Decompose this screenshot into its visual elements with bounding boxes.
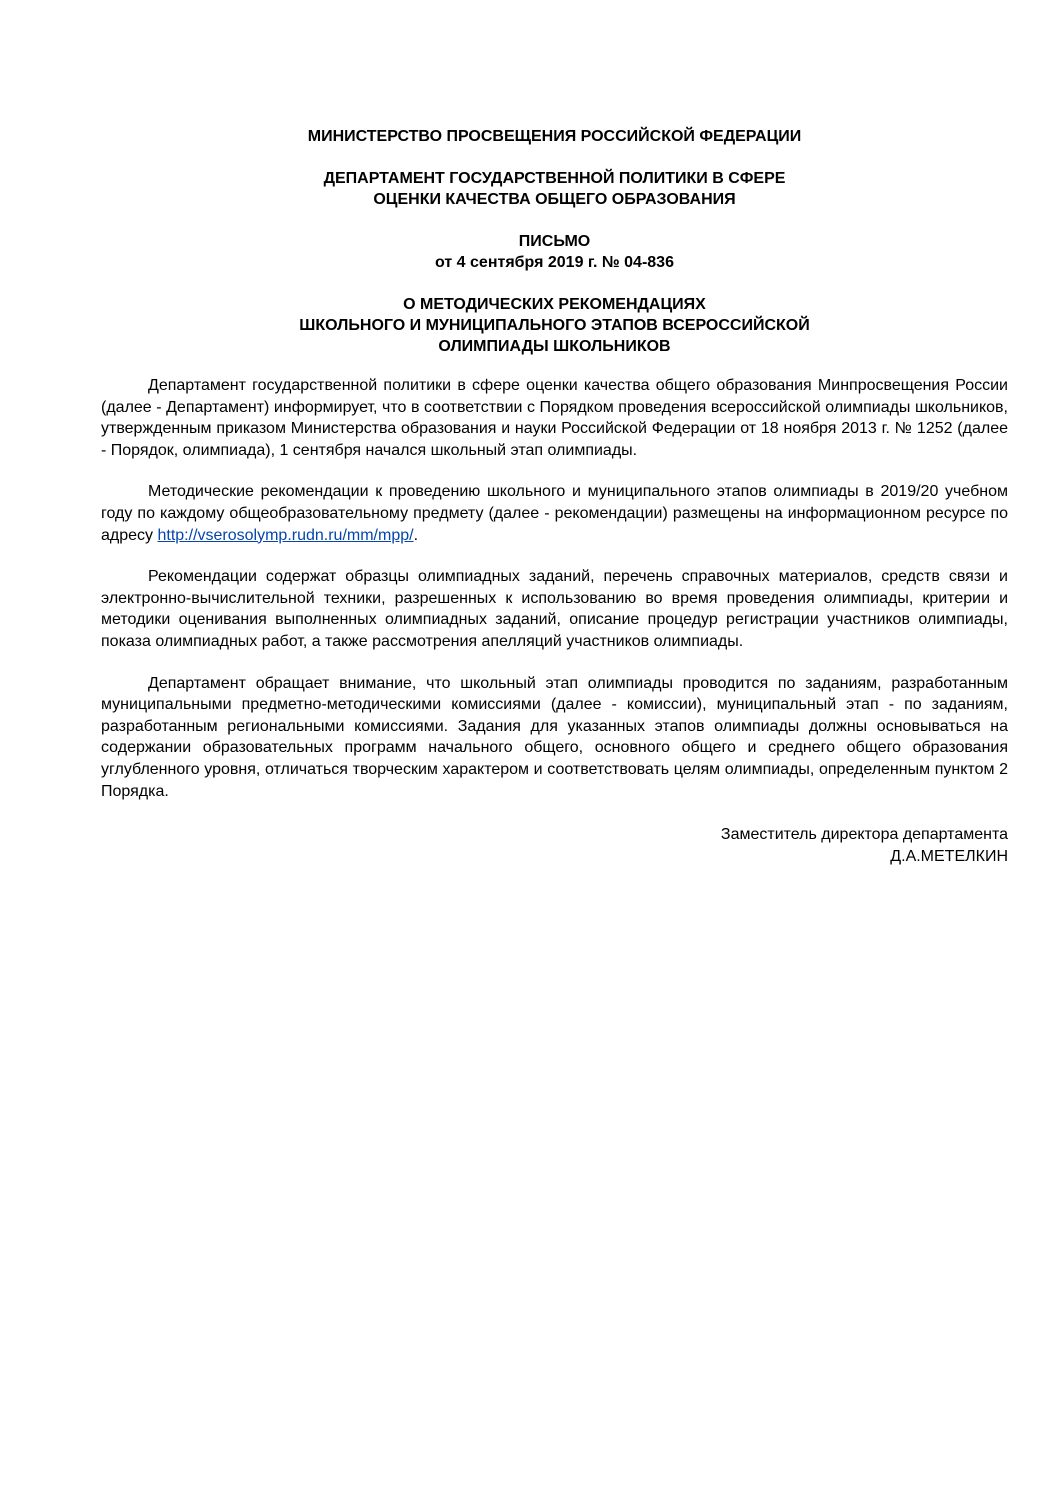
signatory-name: Д.А.МЕТЕЛКИН <box>890 847 1008 865</box>
body-paragraph-1: Департамент государственной политики в сфере оценки качества общего образования Минпросвещения России (далее - Департамент) информирует, что в соответствии с Порядком проведения всероссийской олимпиады школьников, утвержденным приказом Министерства образования и науки Российской Федерации от 18 ноября 2013 г. № 1252 (далее - Порядок, олимпиада), 1 сентября начался школьный этап олимпиады. <box>101 377 1008 459</box>
signature-block <box>101 824 1008 867</box>
body-paragraph-2-end: . <box>413 526 419 544</box>
signatory-position: Заместитель директора департамента <box>720 826 1008 844</box>
recommendations-link[interactable]: http://vserosolymp.rudn.ru/mm/mpp/ <box>157 526 414 544</box>
document-date-number: от 4 сентября 2019 г. № 04-836 <box>435 254 674 271</box>
letter-subject <box>101 294 1008 357</box>
subject-line-1: О МЕТОДИЧЕСКИХ РЕКОМЕНДАЦИЯХ <box>403 296 706 313</box>
letter-header <box>101 231 1008 273</box>
department-title-line-1: ДЕПАРТАМЕНТ ГОСУДАРСТВЕННОЙ ПОЛИТИКИ В СФЕРЕ <box>323 170 786 187</box>
department-title <box>101 168 1008 210</box>
body-paragraph-2-text: Методические рекомендации к проведению школьного и муниципального этапов олимпиады в 2019/20 учебном году по каждому общеобразовательному предмету (далее - рекомендации) размещены на информационном ресурсе по адресу <box>101 483 1008 544</box>
department-title-line-2: ОЦЕНКИ КАЧЕСТВА ОБЩЕГО ОБРАЗОВАНИЯ <box>373 191 736 208</box>
subject-line-2: ШКОЛЬНОГО И МУНИЦИПАЛЬНОГО ЭТАПОВ ВСЕРОССИЙСКОЙ <box>299 317 810 334</box>
body-paragraph-3: Рекомендации содержат образцы олимпиадных заданий, перечень справочных материалов, средств связи и электронно-вычислительной техники, разрешенных к использованию во время проведения олимпиады, критерии и методики оценивания выполненных олимпиадных заданий, описание процедур регистрации участников олимпиады, показа олимпиадных работ, а также рассмотрения апелляций участников олимпиады. <box>101 568 1008 650</box>
document-content <box>101 126 1008 867</box>
document-type: ПИСЬМО <box>518 233 591 250</box>
body-paragraph-2 <box>101 481 1008 546</box>
ministry-title: МИНИСТЕРСТВО ПРОСВЕЩЕНИЯ РОССИЙСКОЙ ФЕДЕРАЦИИ <box>307 128 802 145</box>
body-paragraph-4: Департамент обращает внимание, что школьный этап олимпиады проводится по заданиям, разработанным муниципальными предметно-методическими комиссиями (далее - комиссии), муниципальный этап - по заданиям, разработанным региональными комиссиями. Задания для указанных этапов олимпиады должны основываться на содержании образовательных программ начального общего, основного общего и среднего общего образования углубленного уровня, отличаться творческим характером и соответствовать целям олимпиады, определенным пунктом 2 Порядка. <box>101 674 1008 800</box>
subject-line-3: ОЛИМПИАДЫ ШКОЛЬНИКОВ <box>438 338 671 355</box>
